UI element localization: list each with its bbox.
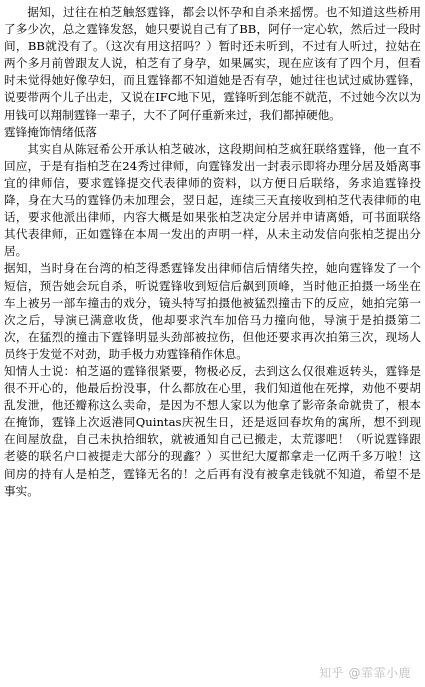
paragraph-4: 知情人士说：柏芝逼的霆锋很紧要，物极必反，去到这么仅很难返转头，霆锋是很不开心的，他最后扮没事，什么都放在心里，我们知道他在死撑，劝他不要胡乱发泄，他还瓣称这么卖命，是因为不想人家以为他拿了影帝条命就贵了，根本在掩饰，霆锋上次返港同Quintas庆祝生日，还是返回春坎角的寓所，想不到现在间屋放盘，自己未执拾细软，就被通知自己已搬走，太荒谬吧！（听说霆锋跟老婆的联名户口被提走大部分的现鑫？）买世纪大厦都拿走一亿两千多万啦！这间房的持有人是柏芝，霆锋无名的！之后再有没有被拿走钱就不知道，希望不是事实。 — [4, 363, 421, 498]
zhihu-watermark: 知乎 @霏霏小鹿 — [319, 666, 411, 680]
paragraph-2: 其实自从陈冠希公开承认柏芝破冰，这段期间柏芝疯狂联络霆锋，他一直不回应，于是有指柏芝在24秀过律师，向霆锋发出一封表示即将办理分居及婚离事宜的律师信，要求霆锋提交代表律师的资料，以方便日后联络，务求追霆锋投降，身在大马的霆锋仍未加理会，翌日起，连续三天直接收到柏芝代表律师的电话，要求他派出律师，内容大概是如果张柏芝决定分居并申请离婚，可书面联络其代表律师，正如霆锋在本周一发出的声明一样，从未主动发信向张柏芝提出分居。 — [4, 141, 421, 259]
paragraph-1: 据知，过往在柏芝触怒霆锋，都会以怀孕和自杀来摇愣。也不知道这些桥用了多少次，总之霆锋发怒，她只要说自己有了BB，阿仔一定心软，然后过一段时间，BB就没有了。（这次有用这招吗？）暂时还未听到，不过有人听过，拉姑在两个多月前曾跟友人说，柏芝有了身孕，如果属实，现在应该有了四个月，但看时未觉得她好像孕妇，而且霆锋都不知道她是否有孕，她过往也试过威协霆锋，说要带两个儿子出走，又说在IFC地下见，霆锋听到怎能不就范，不过她今次以为用钱可以翔制霆锋一辈子，大不了阿仔重新来过，我们都掉硬他。 — [4, 5, 421, 122]
section-heading: 霆锋掩饰情绪低落 — [4, 124, 97, 139]
paragraph-3: 据知，当时身在台湾的柏芝得悉霆锋发出律师信后情绪失控，她向霆锋发了一个短信，预告她会玩自杀，听说霆锋收到短信后飙到顶峰，当时他正拍摄一场坐在车上被另一部车撞击的戏分，镜头特写拍摄他被猛烈撞击下的反应，她拍完第一次之后，导演已满意收货，他却要求汽车加倍马力撞向他，导演于是拍摄第二次，在猛烈的撞击下霆锋明显头劲部被拉伤，但他还要求再次拍第三次，现场人员终于发觉不对劲，助手极力劝霆锋稍作休息。 — [4, 261, 421, 361]
